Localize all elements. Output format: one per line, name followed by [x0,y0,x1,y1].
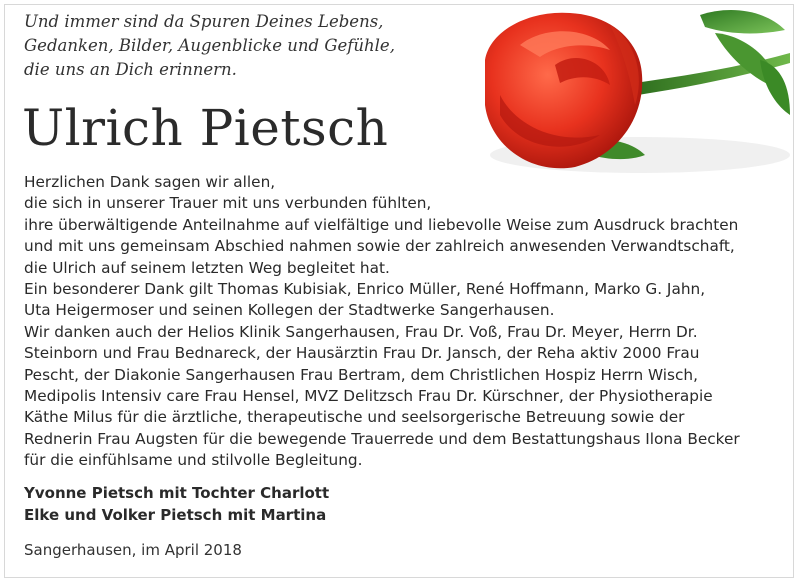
place-date: Sangerhausen, im April 2018 [24,541,242,559]
body-line: Wir danken auch der Helios Klinik Sangerhausen, Frau Dr. Voß, Frau Dr. Meyer, Herrn Dr. [24,322,698,341]
body-line: Steinborn und Frau Bednareck, der Hausärztin Frau Dr. Jansch, der Reha aktiv 2000 Frau [24,344,700,363]
body-line: Ein besonderer Dank gilt Thomas Kubisiak, Enrico Müller, René Hoffmann, Marko G. Jahn, [24,280,706,299]
body-line: für die einfühlsame und stilvolle Begleitung. [24,451,363,470]
body-line: die Ulrich auf seinem letzten Weg begleitet hat. [24,258,390,277]
signature-line: Elke und Volker Pietsch mit Martina [24,506,327,524]
body-line: Uta Heigermoser und seinen Kollegen der Stadtwerke Sangerhausen. [24,301,555,320]
poem-line: die uns an Dich erinnern. [24,60,237,79]
body-line: und mit uns gemeinsam Abschied nahmen sowie der zahlreich anwesenden Verwandtschaft, [24,237,735,256]
body-line: Pescht, der Diakonie Sangerhausen Frau Bertram, dem Christlichen Hospiz Herrn Wisch, [24,365,698,384]
body-line: Rednerin Frau Augsten für die bewegende Trauerrede und dem Bestattungshaus Ilona Becker [24,429,740,448]
deceased-name: Ulrich Pietsch [22,99,389,157]
thank-you-text [24,172,790,472]
body-line: ihre überwältigende Anteilnahme auf vielfältige und liebevolle Weise zum Ausdruck brachten [24,215,739,234]
body-line: Herzlichen Dank sagen wir allen, [24,173,276,191]
signatures [24,482,329,526]
signature-line: Yvonne Pietsch mit Tochter Charlott [24,484,330,502]
body-line: die sich in unserer Trauer mit uns verbunden fühlten, [24,194,432,213]
poem-line: Und immer sind da Spuren Deines Lebens, [24,12,384,31]
body-line: Käthe Milus für die ärztliche, therapeutische und seelsorgerische Betreuung sowie der [24,408,685,427]
red-rose-icon [460,5,790,180]
poem-line: Gedanken, Bilder, Augenblicke und Gefühle, [24,36,395,55]
poem [24,10,454,82]
body-line: Medipolis Intensiv care Frau Hensel, MVZ Delitzsch Frau Dr. Kürschner, der Physiotherapie [24,387,713,406]
